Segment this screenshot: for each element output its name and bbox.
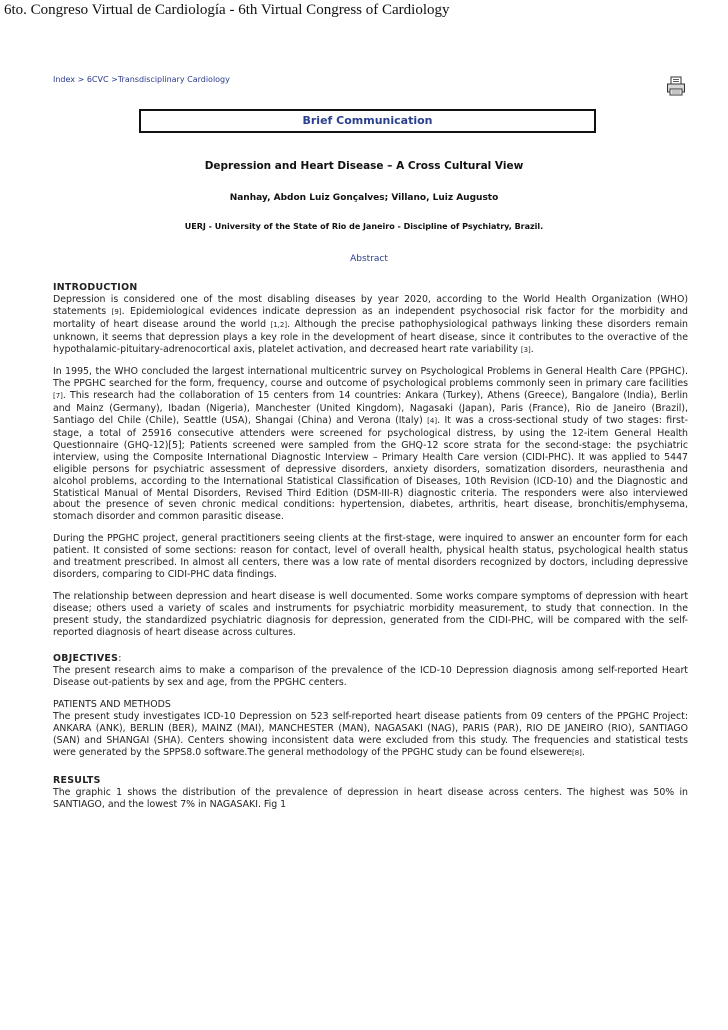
objectives-heading: OBJECTIVES (53, 653, 119, 665)
reference-8[interactable]: [8] (571, 748, 582, 757)
article-body (53, 282, 688, 810)
breadcrumb-index-link[interactable]: Index (53, 75, 76, 84)
breadcrumb (53, 75, 230, 84)
reference-3[interactable]: [3] (520, 345, 531, 354)
objectives-text: The present research aims to make a comparison of the prevalence of the ICD-10 Depression diagnosis among self-reported Heart Disease out-patients by sex and age, from the PPGHC centers. (53, 665, 688, 689)
breadcrumb-congress-link[interactable]: 6CVC (86, 75, 109, 84)
methods-heading: PATIENTS AND METHODS (53, 699, 171, 711)
reference-7[interactable]: [7] (53, 392, 63, 401)
congress-header: 6to. Congreso Virtual de Cardiología - 6th Virtual Congress of Cardiology (4, 2, 450, 18)
intro-paragraph-3: During the PPGHC project, general practitioners seeing clients at the first-stage, were inquired to answer an encounter form for each patient. It consisted of some sections: reason for contact, level of overall health, physical health status, psychological health status and treatment prescribed. In almost all centers, there was a low rate of mental disorders recognized by doctors, including depressive disorders, comparing to CIDI-PHC data findings. (53, 533, 688, 580)
article-authors: Nanhay, Abdon Luiz Gonçalves; Villano, Luiz Augusto (229, 193, 499, 203)
methods-text: The present study investigates ICD-10 Depression on 523 self-reported heart disease patients from 09 centers of the PPGHC Project: ANKARA (ANK), BERLIN (BER), MAINZ (MAI), MANCHESTER (MAN), NAGASAKI (NAG), PARIS (PAR), RIO DE JANEIRO (RIO), SANTIAGO (SAN) and SHANGAI (SHA). Centers showing inconsistent data were excluded from this study. The frequencies and statistical tests were generated by the SPPS8.0 software.The general methodology of the PPGHC study can be found elsewere[8]. (53, 711, 688, 758)
intro-paragraph-4: The relationship between depression and heart disease is well documented. Some works compare symptoms of depression with heart disease; others used a variety of scales and instruments for psychiatric morbidity measurement, to study that connection. In the present study, the standardized psychiatric diagnosis for depression, generated from the CIDI-PHC, will be compared with the self-reported diagnosis of heart disease across cultures. (53, 590, 688, 638)
abstract-link-row (0, 254, 728, 264)
introduction-heading: INTRODUCTION (53, 282, 138, 293)
article-affiliation: UERJ - University of the State of Rio de Janeiro - Discipline of Psychiatry, Brazil. (184, 222, 544, 231)
breadcrumb-section-link[interactable]: Transdisciplinary Cardiology (117, 75, 230, 84)
results-text: The graphic 1 shows the distribution of the prevalence of depression in heart disease across centers. The highest was 50% in SANTIAGO, and the lowest 7% in NAGASAKI. Fig 1 (53, 786, 688, 810)
breadcrumb-separator: > (108, 75, 118, 84)
intro-paragraph-2: In 1995, the WHO concluded the largest international multicentric survey on Psychological Problems in General Health Care (PPGHC). The PPGHC searched for the form, frequency, course and outcome of psychological problems commonly seen in primary care facilities [7]. This research had the collaboration of 15 centers from 14 countries: Ankara (Turkey), Athens (Greece), Bangalore (India), Berlin and Mainz (Germany), Ibadan (Nigeria), Manchester (United Kingdom), Nagasaki (Japan), Paris (France), Rio de Janeiro (Brazil), Santiago del Chile (Chile), Seattle (USA), Shangai (China) and Verona (Italy) [4]. It was a cross-sectional study of two stages: first-stage, a total of 25916 consecutive attenders were screened for psychological distress, by using the 12-item General Health Questionnaire (GHQ-12)[5]; Patients screened were sampled from the GHQ-12 score strata for the second-stage: the psychiatric interview, using the Composite International Diagnostic Interview – Primary Health Care version (CIDI-PHC). It was applied to 5447 eligible persons for psychiatric assessment of depressive disorders, anxiety disorders, somatization disorders, neurasthenia and alcohol problems, according to the International Statistical Classification of Diseases, 10th Revision (ICD-10) and the Diagnostic and Statistical Manual of Mental Disorders, Revised Third Edition (DSM-III-R) diagnostic criteria. The responders were also interviewed about the presence of seven chronic medical conditions: hypertension, diabetes, arthritis, heart disease, bronchitis/emphysema, stomach disorder and common parasitic disease. (53, 366, 688, 523)
breadcrumb-separator: > (75, 75, 87, 84)
objectives-heading-row: OBJECTIVES: (53, 653, 122, 665)
printer-icon[interactable] (666, 76, 686, 96)
abstract-link[interactable]: Abstract (350, 254, 388, 264)
results-heading: RESULTS (53, 774, 101, 786)
reference-9[interactable]: [9] (111, 307, 122, 316)
intro-paragraph-1: Depression is considered one of the most disabling diseases by year 2020, according to the World Health Organization (WHO) statements [9]. Epidemiological evidences indicate depression as an independent psychosocial risk factor for the morbidity and mortality of heart disease around the world [1,2]. Although the precise pathophysiological pathways linking these disorders remain unknown, it seems that depression plays a key role in the development of heart disease, since it contributes to the overactive of the hypothalamic-pituitary-adrenocortical axis, platelet activation, and decreased heart rate variability [3]. (53, 293, 688, 355)
reference-4[interactable]: [4] (427, 417, 438, 426)
brief-communication-banner: Brief Communication (139, 109, 596, 133)
reference-1-2[interactable]: [1,2] (270, 320, 288, 329)
article-title: Depression and Heart Disease – A Cross Cultural View (204, 160, 524, 172)
